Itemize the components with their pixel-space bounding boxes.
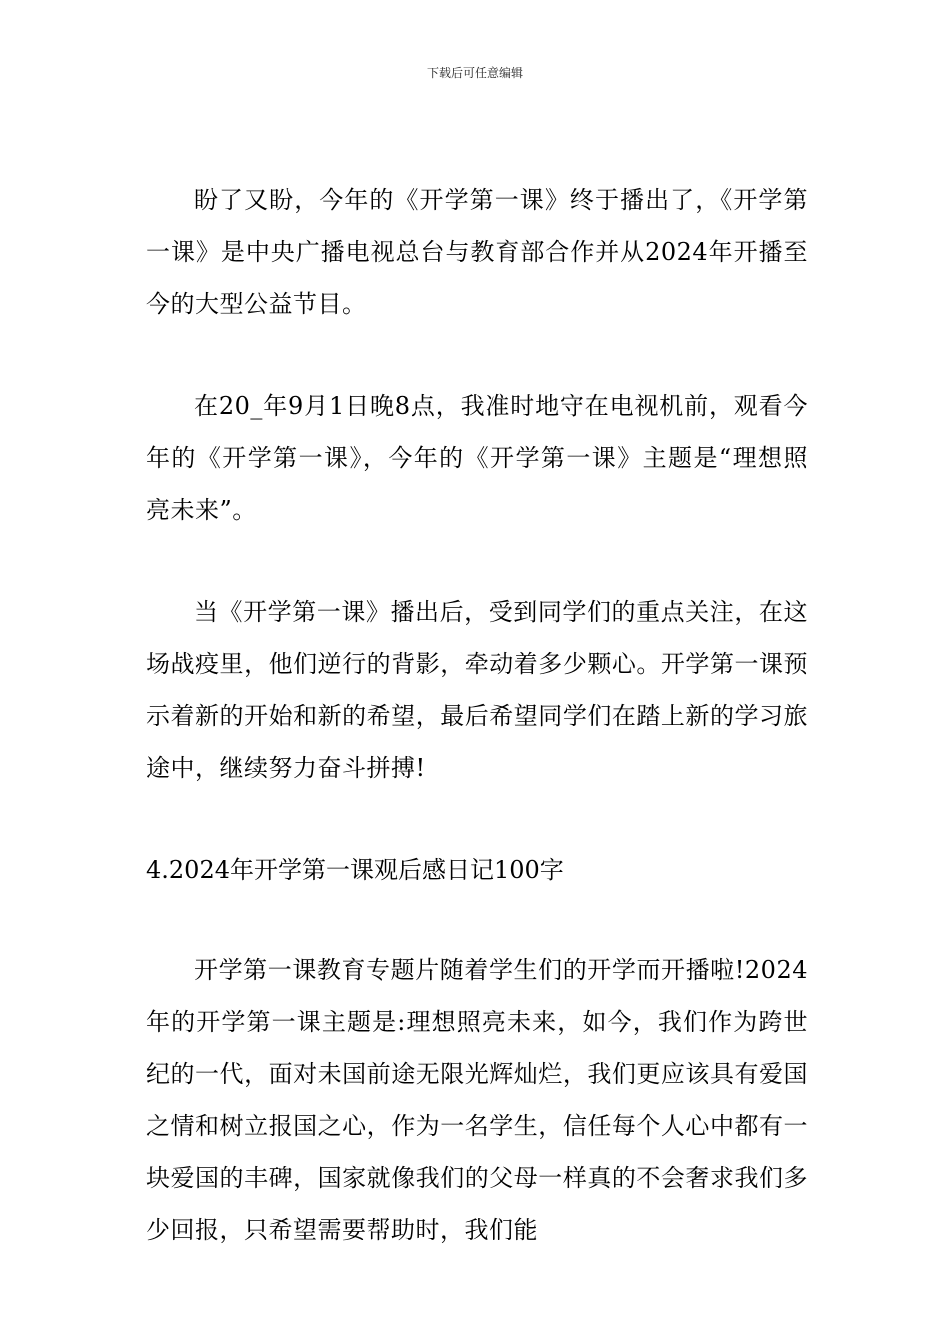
paragraph-3: 当《开学第一课》播出后，受到同学们的重点关注，在这场战疫里，他们逆行的背影，牵动着多少颗心。开学第一课预示着新的开始和新的希望，最后希望同学们在踏上新的学习旅途中，继续努力奋斗拼搏! bbox=[146, 598, 808, 782]
document-body bbox=[146, 174, 808, 1306]
paragraph-2: 在20_年9月1日晚8点，我准时地守在电视机前，观看今年的《开学第一课》，今年的《开学第一课》主题是“理想照亮未来”。 bbox=[146, 392, 808, 524]
section-heading: 4.2024年开学第一课观后感日记100字 bbox=[146, 856, 564, 884]
paragraph-1: 盼了又盼，今年的《开学第一课》终于播出了，《开学第一课》是中央广播电视总台与教育部合作并从2024年开播至今的大型公益节目。 bbox=[146, 186, 808, 318]
header-note: 下载后可任意编辑 bbox=[426, 66, 523, 80]
paragraph-4: 开学第一课教育专题片随着学生们的开学而开播啦!2024年的开学第一课主题是:理想照亮未来，如今，我们作为跨世纪的一代，面对未国前途无限光辉灿烂，我们更应该具有爱国之情和树立报国之心，作为一名学生，信任每个人心中都有一块爱国的丰碑，国家就像我们的父母一样真的不会奢求我们多少回报，只希望需要帮助时，我们能 bbox=[146, 956, 808, 1244]
